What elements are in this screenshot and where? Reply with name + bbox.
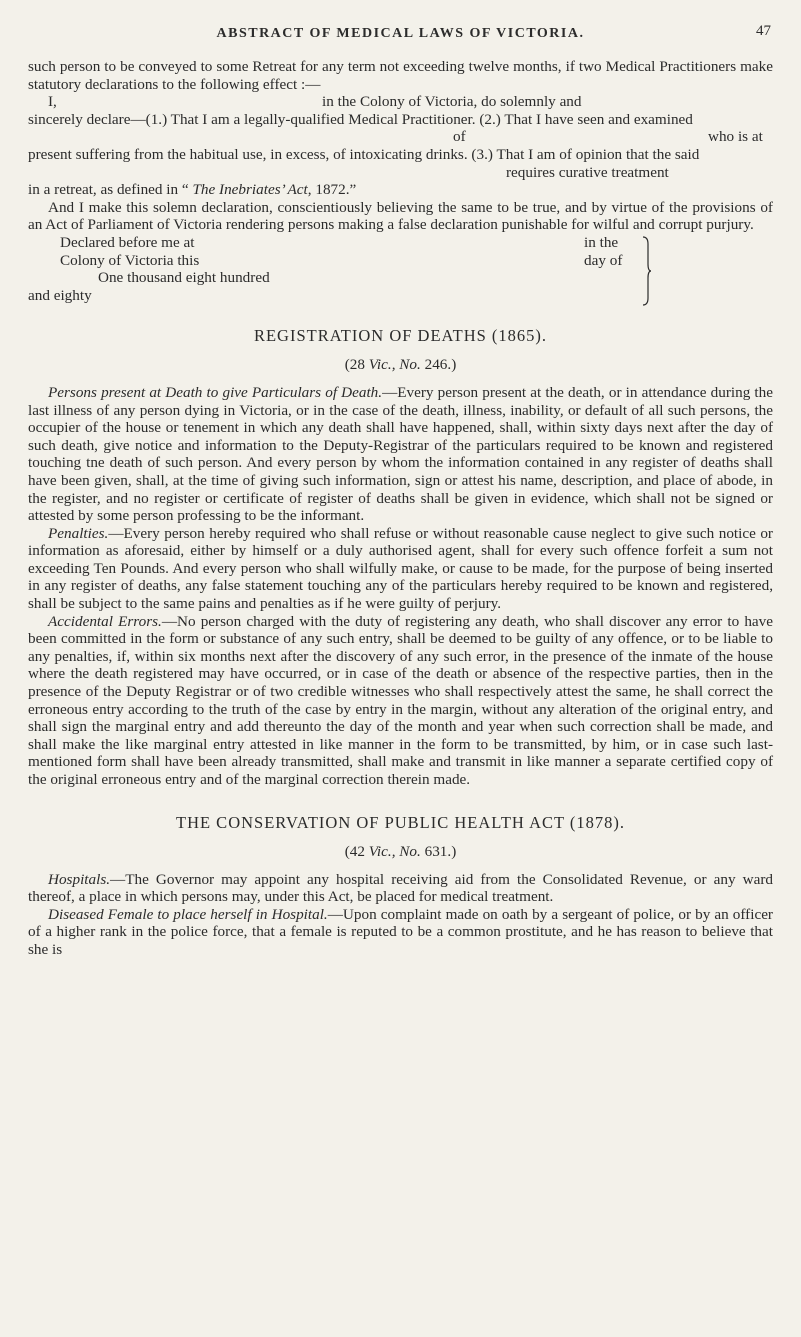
intro-paragraph: such person to be conveyed to some Retreat for any term not exceeding twelve months, if two Medical Practitioners make statutory declarations to the following effect :— bbox=[28, 58, 773, 93]
form-colony-text: in the Colony of Victoria, do solemnly and bbox=[322, 93, 582, 111]
accidental-errors-paragraph bbox=[28, 613, 773, 789]
declared-before-block bbox=[28, 234, 773, 308]
declared-colony-text: Colony of Victoria this bbox=[60, 251, 200, 269]
declaration-form-line-2 bbox=[28, 111, 773, 129]
ref-close: 246.) bbox=[420, 355, 457, 373]
persons-present-text: —Every person present at the death, or in attendance during the last illness of any person dying in Victoria, or in the case of the death, illness, inability, or default of all such persons, the occupier of the house or tenement in which any death shall have happened, shall, within sixty days next after the day of such death, give notice and information to the Deputy-Registrar of the particulars required to be known and registered touching tne death of such person. And every person by whom the information contained in any register of deaths shall have been given, shall, at the time of giving such information, sign or attest his name, description, and place of abode, in the register, and no register or certificate of register of deaths shall be given in evidence, which shall not be signed or attested by some person professing to be the informant. bbox=[28, 383, 773, 525]
ref-close: 631.) bbox=[420, 842, 457, 860]
ref-vic: Vic., No. bbox=[368, 355, 421, 373]
ref-vic: Vic., No. bbox=[368, 842, 421, 860]
declared-eighty-text: and eighty bbox=[28, 286, 92, 304]
penalties-paragraph bbox=[28, 525, 773, 613]
form-retreat-text: in a retreat, as defined in “ bbox=[28, 181, 193, 199]
accidental-errors-heading: Accidental Errors. bbox=[48, 612, 162, 630]
form-requires-text: requires curative treatment bbox=[506, 163, 669, 181]
declaration-form-line-3 bbox=[28, 128, 773, 146]
hospitals-heading: Hospitals. bbox=[48, 870, 111, 888]
form-sincerely-text: sincerely declare—(1.) That I am a legally-qualified Medical Practitioner. (2.) That I have seen and examined bbox=[28, 110, 693, 128]
accidental-errors-text: —No person charged with the duty of registering any death, who shall discover any error to have been committed in the form or substance of any such entry, shall be deemed to be guilty of any offence, or to be liable to any penalties, if, within six months next after the discovery of any such error, in the presence of the inmate of the house where the death registered may have occurred, or in case of the death or absence of the respective parties, then in the presence of the Deputy Registrar or of two credible witnesses who shall respectively attest the same, he shall correct the erroneous entry according to the truth of the case by entry in the margin, without any alteration of the original entry, and shall sign the marginal entry and add thereunto the day of the month and year when such correction shall be made, and shall make the like marginal entry attested in like manner in the form to be transmitted, by him, or in case such last-mentioned form shall have been already transmitted, shall make and transmit in like manner a separate certified copy of the original erroneous entry and of the marginal correction therein made. bbox=[28, 612, 773, 788]
inebriates-section bbox=[28, 58, 773, 308]
page-number: 47 bbox=[756, 23, 771, 39]
form-retreat-line bbox=[28, 181, 773, 199]
form-who-text: who is at bbox=[708, 128, 763, 146]
persons-present-heading: Persons present at Death to give Particulars of Death. bbox=[48, 383, 383, 401]
act-name: The Inebriates’ Act bbox=[192, 181, 308, 199]
registration-section bbox=[28, 326, 773, 789]
declared-before-text: Declared before me at bbox=[60, 233, 195, 251]
public-health-section bbox=[28, 813, 773, 959]
declared-year-text: One thousand eight hundred bbox=[98, 269, 270, 287]
declaration-form-line-4 bbox=[28, 146, 773, 181]
curly-brace-icon bbox=[642, 236, 652, 306]
declared-day-text: day of bbox=[584, 251, 623, 269]
public-health-act-reference bbox=[28, 843, 773, 861]
act-year: , 1872.” bbox=[307, 181, 357, 199]
ref-open: (28 bbox=[344, 355, 369, 373]
registration-title: REGISTRATION OF DEATHS (1865). bbox=[253, 325, 548, 345]
hospitals-text: —The Governor may appoint any hospital receiving aid from the Consolidated Revenue, or any ward thereof, a place in which persons may, under this Act, be placed for medical treatment. bbox=[28, 870, 773, 906]
diseased-female-paragraph bbox=[28, 906, 773, 959]
penalties-heading: Penalties. bbox=[48, 524, 109, 542]
form-present-text: present suffering from the habitual use, in excess, of intoxicating drinks. (3.) That I am of opinion that the said bbox=[28, 145, 700, 163]
penalties-text: —Every person hereby required who shall refuse or without reasonable cause neglect to give such notice or information as aforesaid, either by himself or a duly authorised agent, shall for every such offence forfeit a sum not exceeding Ten Pounds. And every person who shall wilfully make, or cause to be made, for the purpose of being inserted in any register of deaths, any false statement touching any of the particulars hereby required to be known and registered, shall be subject to the same pains and penalties as if he were guilty of perjury. bbox=[28, 524, 773, 613]
form-blank-i: I, bbox=[48, 93, 57, 111]
form-of-text: of bbox=[453, 128, 466, 146]
diseased-female-heading: Diseased Female to place herself in Hospital. bbox=[48, 905, 328, 923]
diseased-female-text: —Upon complaint made on oath by a sergeant of police, or by an officer of a higher rank in the police force, that a female is reputed to be a common prostitute, and he has reason to believe that she is bbox=[28, 905, 773, 958]
registration-act-reference bbox=[28, 356, 773, 374]
running-head: ABSTRACT OF MEDICAL LAWS OF VICTORIA. bbox=[216, 26, 585, 41]
persons-present-paragraph bbox=[28, 384, 773, 525]
solemn-declaration-paragraph: And I make this solemn declaration, conscientiously believing the same to be true, and by virtue of the provisions of an Act of Parliament of Victoria rendering persons making a false declaration punishable for wilful and corrupt purjury. bbox=[28, 198, 773, 234]
declared-in-the-text: in the bbox=[584, 233, 619, 251]
public-health-title: THE CONSERVATION OF PUBLIC HEALTH ACT (1878). bbox=[175, 812, 626, 832]
hospitals-paragraph bbox=[28, 871, 773, 906]
page-body bbox=[28, 58, 773, 959]
ref-open: (42 bbox=[344, 842, 369, 860]
declaration-form-line-1 bbox=[28, 93, 773, 111]
